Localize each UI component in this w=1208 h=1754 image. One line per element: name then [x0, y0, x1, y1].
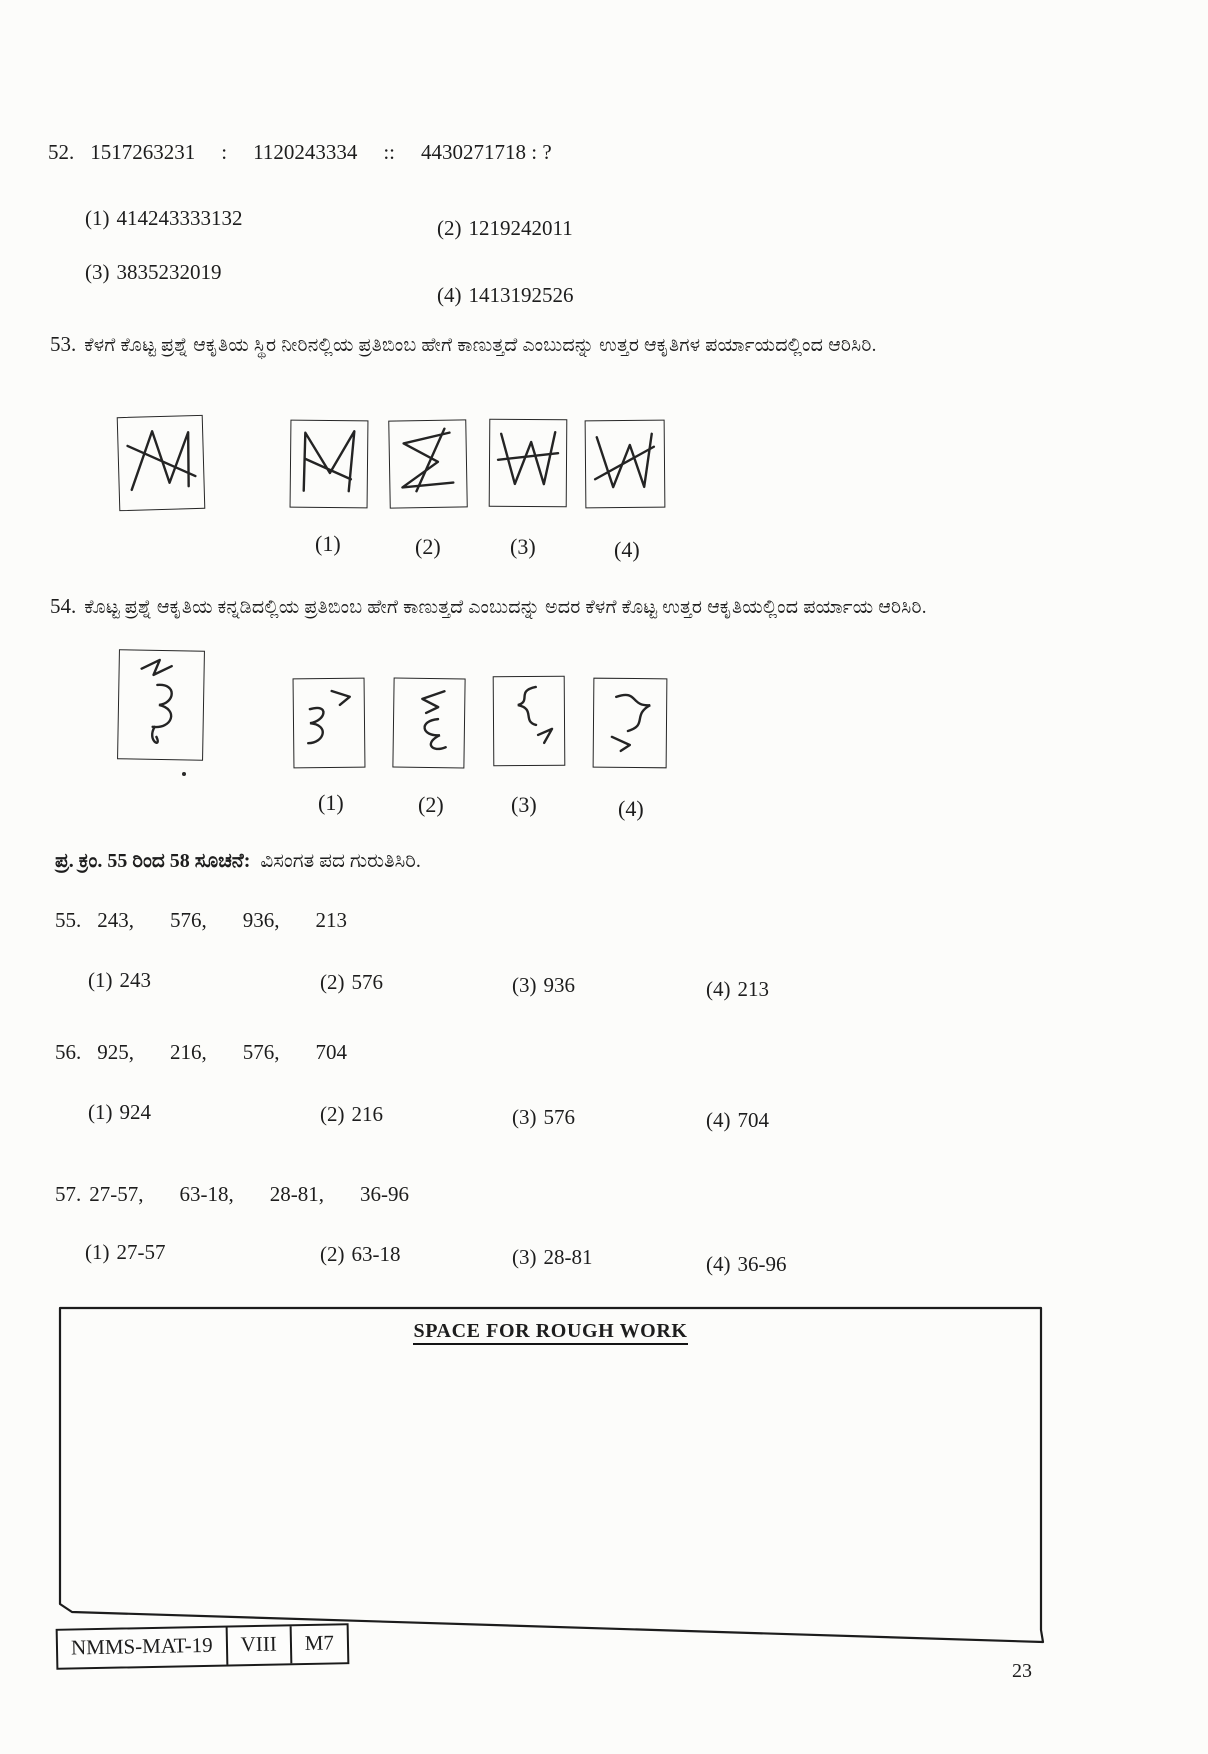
- option-label: (1): [88, 968, 113, 992]
- q54-figure-label-2: (2): [418, 792, 444, 817]
- option-value: 414243333132: [116, 206, 243, 230]
- q57-number: 57.: [55, 1182, 82, 1206]
- question-54-stem: [50, 594, 927, 619]
- option-label: (2): [320, 1242, 345, 1266]
- q55-item-3: 936,: [242, 908, 280, 932]
- q55-option-3: [512, 973, 575, 998]
- q54-answer-figure-1: [293, 678, 366, 769]
- page-number: 23: [1012, 1660, 1032, 1682]
- option-value: 1413192526: [468, 283, 574, 307]
- q55-number: 55.: [55, 908, 82, 932]
- q54-figure-label-3: (3): [511, 792, 537, 817]
- option-label: (4): [706, 1252, 731, 1276]
- q55-option-1: [88, 968, 151, 993]
- option-label: (1): [85, 1240, 110, 1264]
- q56-item-1: 925,: [97, 1040, 134, 1064]
- q54-stem-text: ಕೊಟ್ಟ ಪ್ರಶ್ನೆ ಆಕೃತಿಯ ಕನ್ನಡಿದಲ್ಲಿಯ ಪ್ರತಿಬಿಂಬ ಹೇಗೆ ಕಾಣುತ್ತದೆ ಎಂಬುದನ್ನು ಅದರ ಕೆಳಗೆ ಕೊಟ್ಟ ಉತ್ತರ ಆಕೃತಿಯಲ್ಲಿಂದ ಪರ್ಯಾಯ ಆರಿಸಿರಿ.: [84, 597, 927, 618]
- q56-option-3: [512, 1105, 575, 1130]
- footer-paper-code: NMMS-MAT-19: [58, 1628, 228, 1668]
- option-value: 3835232019: [116, 260, 222, 284]
- option-value: 936: [543, 973, 575, 997]
- q54-answer-drawing-4: [594, 679, 667, 768]
- q54-answer-drawing-1: [294, 679, 365, 768]
- q53-question-figure: [117, 415, 206, 511]
- instruction-55-58: [55, 850, 421, 873]
- q56-item-4: 704: [315, 1040, 347, 1064]
- option-value: 576: [543, 1105, 575, 1129]
- q53-answer-drawing-1: [291, 421, 368, 508]
- q54-answer-figure-4: [593, 678, 668, 769]
- question-56-stem: [55, 1040, 383, 1065]
- q54-answer-figure-2: [392, 678, 465, 769]
- question-55-stem: [55, 908, 383, 933]
- option-value: 213: [737, 977, 769, 1001]
- question-53-stem: [50, 332, 877, 357]
- q53-figure-label-1: (1): [315, 531, 341, 556]
- option-label: (3): [512, 973, 537, 997]
- q57-item-2: 63-18,: [179, 1182, 234, 1206]
- option-value: 576: [351, 970, 383, 994]
- option-label: (1): [88, 1100, 113, 1124]
- q54-number: 54.: [50, 594, 77, 618]
- q53-figure-label-3: (3): [510, 534, 536, 559]
- q56-option-2: [320, 1102, 383, 1127]
- option-label: (2): [437, 216, 462, 240]
- q54-answer-drawing-2: [393, 679, 464, 768]
- option-label: (4): [437, 283, 462, 307]
- question-57-stem: [55, 1182, 445, 1207]
- q53-answer-figure-2: [388, 419, 468, 508]
- q55-option-2: [320, 970, 383, 995]
- rough-work-title: SPACE FOR ROUGH WORK: [60, 1320, 1041, 1343]
- q55-item-1: 243,: [97, 908, 134, 932]
- q57-item-3: 28-81,: [269, 1182, 324, 1206]
- q52-colon: :: [221, 140, 228, 164]
- q57-option-4: [706, 1252, 787, 1277]
- q57-option-1: [85, 1240, 166, 1265]
- q54-figure-label-1: (1): [318, 790, 344, 815]
- option-label: (2): [320, 970, 345, 994]
- q56-item-2: 216,: [170, 1040, 207, 1064]
- q56-option-4: [706, 1108, 769, 1133]
- option-value: 63-18: [351, 1242, 401, 1266]
- q53-answer-drawing-2: [389, 420, 466, 507]
- footer-class: VIII: [227, 1626, 292, 1664]
- instruction-bold-part: ಪ್ರ. ಕ್ರಂ. 55 ರಿಂದ 58 ಸೂಚನೆ:: [55, 850, 251, 872]
- option-label: (2): [320, 1102, 345, 1126]
- option-value: 28-81: [543, 1245, 593, 1269]
- q53-number: 53.: [50, 332, 77, 356]
- q57-option-2: [320, 1242, 401, 1267]
- q52-term-c: 4430271718 : ?: [421, 140, 552, 164]
- q56-option-1: [88, 1100, 151, 1125]
- option-value: 243: [119, 968, 151, 992]
- q52-option-2: [437, 216, 573, 241]
- q52-double-colon: ::: [383, 140, 395, 164]
- q54-figure-label-4: (4): [618, 796, 644, 821]
- footer-version: M7: [304, 1630, 335, 1656]
- option-label: (4): [706, 977, 731, 1001]
- option-value: 704: [737, 1108, 769, 1132]
- q55-item-4: 213: [315, 908, 347, 932]
- q53-stem-text: ಕೆಳಗೆ ಕೊಟ್ಟ ಪ್ರಶ್ನೆ ಆಕೃತಿಯ ಸ್ಥಿರ ನೀರಿನಲ್ಲಿಯ ಪ್ರತಿಬಿಂಬ ಹೇಗೆ ಕಾಣುತ್ತದೆ ಎಂಬುದನ್ನು ಉತ್ತರ ಆಕೃತಿಗಳ ಪರ್ಯಾಯದಲ್ಲಿಂದ ಆರಿಸಿರಿ.: [84, 335, 877, 356]
- q55-item-2: 576,: [170, 908, 207, 932]
- q52-term-b: 1120243334: [253, 140, 358, 164]
- q56-item-3: 576,: [242, 1040, 280, 1064]
- q56-number: 56.: [55, 1040, 82, 1064]
- q53-answer-figure-3: [489, 419, 568, 508]
- q57-item-1: 27-57,: [89, 1182, 144, 1206]
- instruction-text-part: ವಿಸಂಗತ ಪದ ಗುರುತಿಸಿರಿ.: [260, 850, 421, 872]
- option-label: (3): [512, 1105, 537, 1129]
- q54-answer-figure-3: [493, 676, 566, 767]
- q55-option-4: [706, 977, 769, 1002]
- q53-question-drawing: [118, 416, 205, 510]
- q54-question-drawing: [118, 650, 204, 759]
- option-value: 924: [119, 1100, 151, 1124]
- q54-question-figure: [117, 649, 205, 760]
- q53-answer-drawing-3: [490, 420, 567, 507]
- option-value: 1219242011: [468, 216, 573, 240]
- option-label: (3): [85, 260, 110, 284]
- option-value: 216: [351, 1102, 383, 1126]
- q52-option-1: [85, 206, 243, 231]
- option-label: (3): [512, 1245, 537, 1269]
- q57-item-4: 36-96: [360, 1182, 409, 1206]
- option-value: 27-57: [116, 1240, 166, 1264]
- option-label: (1): [85, 206, 110, 230]
- q53-figure-label-2: (2): [415, 534, 441, 559]
- q53-answer-drawing-4: [586, 421, 665, 508]
- option-label: (4): [706, 1108, 731, 1132]
- q52-option-3: [85, 260, 222, 285]
- q53-answer-figure-4: [585, 420, 666, 509]
- q57-option-3: [512, 1245, 593, 1270]
- footer-code-table: [56, 1623, 350, 1670]
- option-value: 36-96: [737, 1252, 787, 1276]
- q52-option-4: [437, 283, 574, 308]
- question-52-stem: [48, 140, 552, 165]
- q52-term-a: 1517263231: [90, 140, 196, 164]
- q53-answer-figure-1: [290, 420, 369, 509]
- q52-number: 52.: [48, 140, 75, 164]
- q54-answer-drawing-3: [494, 677, 565, 765]
- q53-figure-label-4: (4): [614, 537, 640, 562]
- scan-dot: [182, 772, 186, 776]
